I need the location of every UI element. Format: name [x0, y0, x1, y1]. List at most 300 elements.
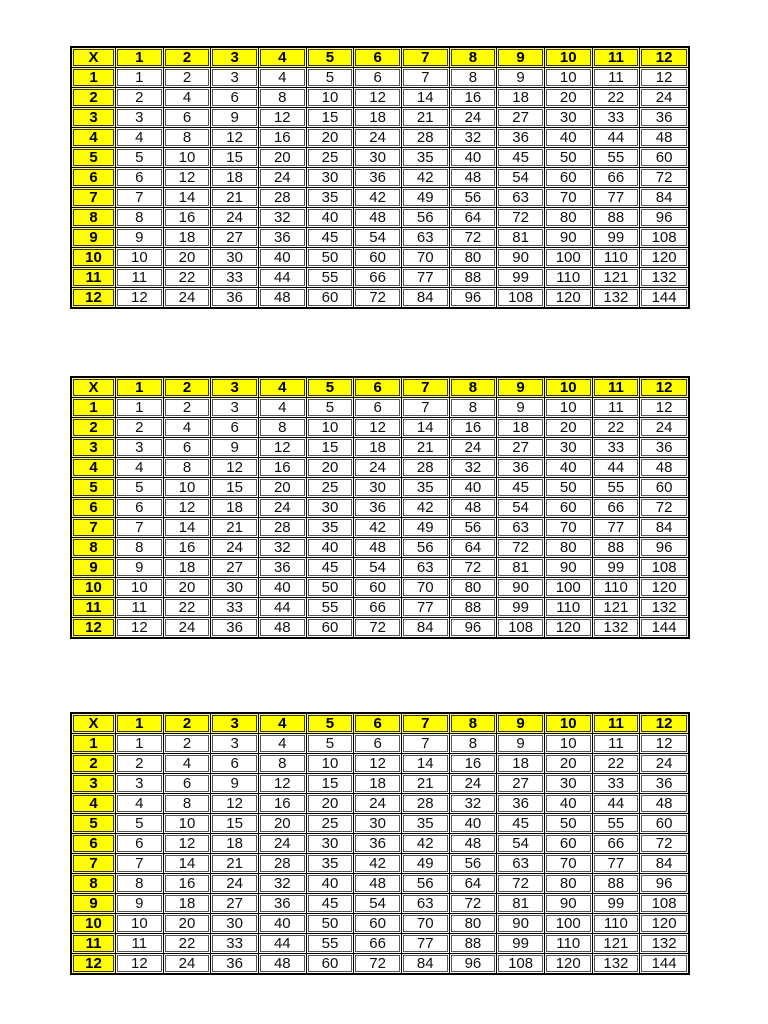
- table-row: [72, 754, 688, 774]
- product-cell: 2: [164, 398, 212, 418]
- product-cell: 30: [545, 108, 593, 128]
- multiplication-table-3: [70, 712, 690, 975]
- product-cell: 12: [116, 618, 164, 637]
- product-cell: 45: [307, 228, 355, 248]
- column-header: 12: [640, 378, 688, 398]
- product-cell: 20: [259, 814, 307, 834]
- product-cell: 80: [545, 538, 593, 558]
- product-cell: 24: [640, 88, 688, 108]
- product-cell: 63: [402, 894, 450, 914]
- product-cell: 36: [497, 794, 545, 814]
- product-cell: 15: [307, 438, 355, 458]
- row-header: 11: [72, 268, 116, 288]
- product-cell: 88: [593, 208, 641, 228]
- product-cell: 6: [116, 834, 164, 854]
- product-cell: 6: [164, 438, 212, 458]
- product-cell: 14: [402, 88, 450, 108]
- product-cell: 18: [164, 228, 212, 248]
- product-cell: 70: [545, 854, 593, 874]
- product-cell: 10: [164, 148, 212, 168]
- product-cell: 28: [402, 128, 450, 148]
- product-cell: 45: [497, 814, 545, 834]
- product-cell: 15: [307, 774, 355, 794]
- product-cell: 54: [354, 558, 402, 578]
- product-cell: 110: [593, 914, 641, 934]
- product-cell: 90: [545, 894, 593, 914]
- product-cell: 110: [593, 578, 641, 598]
- product-cell: 6: [164, 108, 212, 128]
- product-cell: 33: [211, 934, 259, 954]
- row-header: 1: [72, 734, 116, 754]
- product-cell: 60: [354, 578, 402, 598]
- product-cell: 56: [450, 518, 498, 538]
- product-cell: 44: [593, 128, 641, 148]
- row-header: 9: [72, 894, 116, 914]
- column-header: 10: [545, 714, 593, 734]
- product-cell: 121: [593, 934, 641, 954]
- product-cell: 22: [164, 934, 212, 954]
- product-cell: 6: [211, 754, 259, 774]
- product-cell: 16: [164, 538, 212, 558]
- product-cell: 108: [640, 894, 688, 914]
- product-cell: 110: [545, 934, 593, 954]
- product-cell: 24: [640, 418, 688, 438]
- column-header: 1: [116, 714, 164, 734]
- product-cell: 49: [402, 854, 450, 874]
- table-row: [72, 208, 688, 228]
- product-cell: 90: [497, 914, 545, 934]
- table-row: [72, 598, 688, 618]
- column-header: 10: [545, 378, 593, 398]
- product-cell: 99: [497, 268, 545, 288]
- product-cell: 24: [450, 108, 498, 128]
- product-cell: 121: [593, 268, 641, 288]
- product-cell: 36: [354, 834, 402, 854]
- product-cell: 99: [497, 598, 545, 618]
- product-cell: 108: [640, 558, 688, 578]
- row-header: 10: [72, 248, 116, 268]
- product-cell: 1: [116, 398, 164, 418]
- product-cell: 6: [354, 68, 402, 88]
- product-cell: 54: [354, 228, 402, 248]
- product-cell: 56: [402, 208, 450, 228]
- product-cell: 30: [354, 814, 402, 834]
- product-cell: 63: [497, 188, 545, 208]
- product-cell: 2: [116, 754, 164, 774]
- product-cell: 54: [354, 894, 402, 914]
- column-header: 12: [640, 714, 688, 734]
- product-cell: 50: [545, 814, 593, 834]
- product-cell: 99: [497, 934, 545, 954]
- column-header: 2: [164, 48, 212, 68]
- product-cell: 32: [450, 794, 498, 814]
- product-cell: 96: [450, 618, 498, 637]
- product-cell: 30: [545, 438, 593, 458]
- product-cell: 35: [307, 854, 355, 874]
- product-cell: 60: [640, 478, 688, 498]
- product-cell: 20: [545, 88, 593, 108]
- product-cell: 4: [164, 754, 212, 774]
- product-cell: 60: [640, 148, 688, 168]
- product-cell: 8: [450, 734, 498, 754]
- product-cell: 10: [307, 754, 355, 774]
- table-row: [72, 288, 688, 307]
- product-cell: 2: [116, 418, 164, 438]
- row-header: 5: [72, 478, 116, 498]
- product-cell: 4: [259, 68, 307, 88]
- product-cell: 9: [116, 894, 164, 914]
- product-cell: 8: [259, 88, 307, 108]
- product-cell: 4: [164, 418, 212, 438]
- row-header: 7: [72, 188, 116, 208]
- product-cell: 18: [354, 774, 402, 794]
- product-cell: 24: [354, 128, 402, 148]
- product-cell: 28: [402, 458, 450, 478]
- multiplication-table-1: [70, 46, 690, 309]
- product-cell: 60: [640, 814, 688, 834]
- product-cell: 24: [164, 954, 212, 973]
- row-header: 3: [72, 774, 116, 794]
- product-cell: 11: [593, 734, 641, 754]
- product-cell: 100: [545, 578, 593, 598]
- product-cell: 77: [593, 518, 641, 538]
- table-row: [72, 934, 688, 954]
- product-cell: 132: [640, 268, 688, 288]
- product-cell: 60: [545, 834, 593, 854]
- product-cell: 14: [164, 854, 212, 874]
- corner-cell: X: [72, 378, 116, 398]
- product-cell: 55: [307, 268, 355, 288]
- product-cell: 18: [211, 834, 259, 854]
- product-cell: 90: [497, 578, 545, 598]
- product-cell: 42: [402, 834, 450, 854]
- product-cell: 12: [640, 734, 688, 754]
- product-cell: 8: [164, 794, 212, 814]
- corner-cell: X: [72, 714, 116, 734]
- product-cell: 72: [497, 874, 545, 894]
- table-row: [72, 68, 688, 88]
- row-header: 3: [72, 438, 116, 458]
- product-cell: 30: [307, 498, 355, 518]
- product-cell: 30: [354, 148, 402, 168]
- product-cell: 48: [354, 874, 402, 894]
- product-cell: 80: [450, 914, 498, 934]
- product-cell: 24: [450, 774, 498, 794]
- product-cell: 72: [450, 558, 498, 578]
- product-cell: 70: [402, 248, 450, 268]
- product-cell: 22: [593, 754, 641, 774]
- product-cell: 24: [259, 498, 307, 518]
- product-cell: 20: [259, 478, 307, 498]
- product-cell: 63: [402, 228, 450, 248]
- product-cell: 14: [164, 518, 212, 538]
- product-cell: 21: [211, 854, 259, 874]
- product-cell: 16: [450, 754, 498, 774]
- product-cell: 8: [116, 208, 164, 228]
- product-cell: 12: [116, 288, 164, 307]
- product-cell: 40: [307, 538, 355, 558]
- table-row: [72, 398, 688, 418]
- product-cell: 36: [497, 458, 545, 478]
- product-cell: 5: [116, 148, 164, 168]
- product-cell: 63: [497, 518, 545, 538]
- product-cell: 36: [259, 228, 307, 248]
- column-header: 6: [354, 378, 402, 398]
- product-cell: 72: [497, 538, 545, 558]
- product-cell: 25: [307, 478, 355, 498]
- product-cell: 110: [593, 248, 641, 268]
- product-cell: 18: [211, 168, 259, 188]
- product-cell: 88: [450, 268, 498, 288]
- row-header: 2: [72, 754, 116, 774]
- header-row: [72, 714, 688, 734]
- product-cell: 5: [307, 398, 355, 418]
- column-header: 7: [402, 714, 450, 734]
- product-cell: 54: [497, 834, 545, 854]
- product-cell: 6: [116, 168, 164, 188]
- product-cell: 48: [259, 954, 307, 973]
- product-cell: 12: [354, 754, 402, 774]
- product-cell: 22: [593, 418, 641, 438]
- product-cell: 7: [402, 68, 450, 88]
- product-cell: 144: [640, 618, 688, 637]
- product-cell: 70: [545, 518, 593, 538]
- product-cell: 21: [211, 188, 259, 208]
- product-cell: 99: [593, 228, 641, 248]
- product-cell: 36: [497, 128, 545, 148]
- product-cell: 56: [402, 538, 450, 558]
- product-cell: 72: [450, 228, 498, 248]
- product-cell: 77: [593, 188, 641, 208]
- product-cell: 60: [307, 954, 355, 973]
- product-cell: 66: [354, 268, 402, 288]
- table-row: [72, 794, 688, 814]
- product-cell: 28: [259, 854, 307, 874]
- product-cell: 40: [545, 458, 593, 478]
- product-cell: 36: [211, 954, 259, 973]
- product-cell: 10: [307, 418, 355, 438]
- product-cell: 24: [211, 208, 259, 228]
- product-cell: 44: [593, 794, 641, 814]
- product-cell: 72: [450, 894, 498, 914]
- product-cell: 45: [497, 148, 545, 168]
- product-cell: 88: [450, 598, 498, 618]
- product-cell: 50: [545, 148, 593, 168]
- product-cell: 90: [545, 558, 593, 578]
- product-cell: 27: [497, 108, 545, 128]
- product-cell: 80: [450, 248, 498, 268]
- table-row: [72, 578, 688, 598]
- product-cell: 90: [545, 228, 593, 248]
- product-cell: 10: [116, 914, 164, 934]
- column-header: 8: [450, 48, 498, 68]
- product-cell: 88: [593, 538, 641, 558]
- product-cell: 33: [211, 268, 259, 288]
- product-cell: 21: [402, 438, 450, 458]
- product-cell: 77: [402, 268, 450, 288]
- product-cell: 8: [164, 128, 212, 148]
- table-row: [72, 954, 688, 973]
- table-row: [72, 108, 688, 128]
- column-header: 5: [307, 714, 355, 734]
- product-cell: 96: [450, 288, 498, 307]
- product-cell: 20: [307, 128, 355, 148]
- product-cell: 55: [307, 934, 355, 954]
- product-cell: 60: [307, 288, 355, 307]
- product-cell: 32: [450, 128, 498, 148]
- column-header: 5: [307, 48, 355, 68]
- product-cell: 27: [211, 894, 259, 914]
- product-cell: 24: [164, 288, 212, 307]
- product-cell: 6: [116, 498, 164, 518]
- product-cell: 40: [450, 148, 498, 168]
- product-cell: 24: [211, 538, 259, 558]
- column-header: 3: [211, 714, 259, 734]
- product-cell: 84: [402, 954, 450, 973]
- product-cell: 44: [259, 598, 307, 618]
- table-row: [72, 418, 688, 438]
- product-cell: 84: [640, 518, 688, 538]
- product-cell: 120: [640, 248, 688, 268]
- product-cell: 18: [211, 498, 259, 518]
- product-cell: 11: [593, 68, 641, 88]
- product-cell: 2: [164, 734, 212, 754]
- product-cell: 56: [450, 854, 498, 874]
- product-cell: 5: [307, 68, 355, 88]
- product-cell: 60: [545, 168, 593, 188]
- product-cell: 20: [307, 794, 355, 814]
- column-header: 9: [497, 714, 545, 734]
- product-cell: 80: [545, 208, 593, 228]
- product-cell: 27: [211, 558, 259, 578]
- product-cell: 32: [259, 208, 307, 228]
- product-cell: 21: [402, 108, 450, 128]
- product-cell: 96: [640, 874, 688, 894]
- corner-cell: X: [72, 48, 116, 68]
- product-cell: 77: [402, 934, 450, 954]
- product-cell: 72: [640, 834, 688, 854]
- product-cell: 12: [211, 458, 259, 478]
- product-cell: 14: [402, 418, 450, 438]
- product-cell: 80: [450, 578, 498, 598]
- column-header: 11: [593, 714, 641, 734]
- product-cell: 5: [116, 478, 164, 498]
- row-header: 8: [72, 874, 116, 894]
- product-cell: 64: [450, 874, 498, 894]
- product-cell: 6: [211, 418, 259, 438]
- product-cell: 60: [307, 618, 355, 637]
- product-cell: 48: [354, 208, 402, 228]
- product-cell: 24: [259, 834, 307, 854]
- product-cell: 11: [116, 268, 164, 288]
- product-cell: 8: [164, 458, 212, 478]
- product-cell: 21: [402, 774, 450, 794]
- product-cell: 80: [545, 874, 593, 894]
- product-cell: 16: [259, 128, 307, 148]
- column-header: 2: [164, 378, 212, 398]
- product-cell: 70: [545, 188, 593, 208]
- product-cell: 88: [593, 874, 641, 894]
- product-cell: 36: [259, 894, 307, 914]
- product-cell: 42: [354, 854, 402, 874]
- product-cell: 10: [545, 734, 593, 754]
- product-cell: 50: [307, 248, 355, 268]
- product-cell: 48: [259, 288, 307, 307]
- table-row: [72, 248, 688, 268]
- product-cell: 28: [259, 518, 307, 538]
- product-cell: 18: [497, 418, 545, 438]
- product-cell: 48: [354, 538, 402, 558]
- table-row: [72, 834, 688, 854]
- product-cell: 96: [450, 954, 498, 973]
- product-cell: 20: [164, 248, 212, 268]
- header-row: [72, 48, 688, 68]
- product-cell: 36: [259, 558, 307, 578]
- row-header: 12: [72, 954, 116, 973]
- product-cell: 40: [259, 914, 307, 934]
- product-cell: 64: [450, 538, 498, 558]
- product-cell: 55: [593, 478, 641, 498]
- column-header: 6: [354, 714, 402, 734]
- row-header: 9: [72, 228, 116, 248]
- product-cell: 9: [497, 734, 545, 754]
- table-row: [72, 188, 688, 208]
- product-cell: 24: [259, 168, 307, 188]
- product-cell: 8: [450, 68, 498, 88]
- product-cell: 1: [116, 734, 164, 754]
- product-cell: 63: [402, 558, 450, 578]
- product-cell: 30: [307, 834, 355, 854]
- row-header: 1: [72, 68, 116, 88]
- product-cell: 35: [307, 518, 355, 538]
- column-header: 3: [211, 48, 259, 68]
- product-cell: 12: [259, 108, 307, 128]
- product-cell: 144: [640, 288, 688, 307]
- product-cell: 30: [307, 168, 355, 188]
- header-row: [72, 378, 688, 398]
- product-cell: 72: [640, 168, 688, 188]
- product-cell: 108: [497, 618, 545, 637]
- product-cell: 6: [354, 398, 402, 418]
- product-cell: 3: [116, 438, 164, 458]
- product-cell: 2: [116, 88, 164, 108]
- row-header: 12: [72, 288, 116, 307]
- product-cell: 55: [307, 598, 355, 618]
- product-cell: 48: [640, 128, 688, 148]
- product-cell: 42: [402, 498, 450, 518]
- product-cell: 84: [640, 188, 688, 208]
- product-cell: 30: [211, 248, 259, 268]
- product-cell: 40: [259, 578, 307, 598]
- product-cell: 84: [402, 618, 450, 637]
- product-cell: 42: [354, 518, 402, 538]
- product-cell: 3: [116, 774, 164, 794]
- product-cell: 21: [211, 518, 259, 538]
- product-cell: 84: [402, 288, 450, 307]
- row-header: 2: [72, 418, 116, 438]
- product-cell: 25: [307, 148, 355, 168]
- product-cell: 120: [640, 914, 688, 934]
- product-cell: 33: [593, 438, 641, 458]
- product-cell: 7: [116, 188, 164, 208]
- product-cell: 10: [307, 88, 355, 108]
- product-cell: 12: [354, 418, 402, 438]
- product-cell: 60: [354, 914, 402, 934]
- product-cell: 55: [593, 148, 641, 168]
- product-cell: 36: [354, 498, 402, 518]
- column-header: 8: [450, 714, 498, 734]
- table-row: [72, 268, 688, 288]
